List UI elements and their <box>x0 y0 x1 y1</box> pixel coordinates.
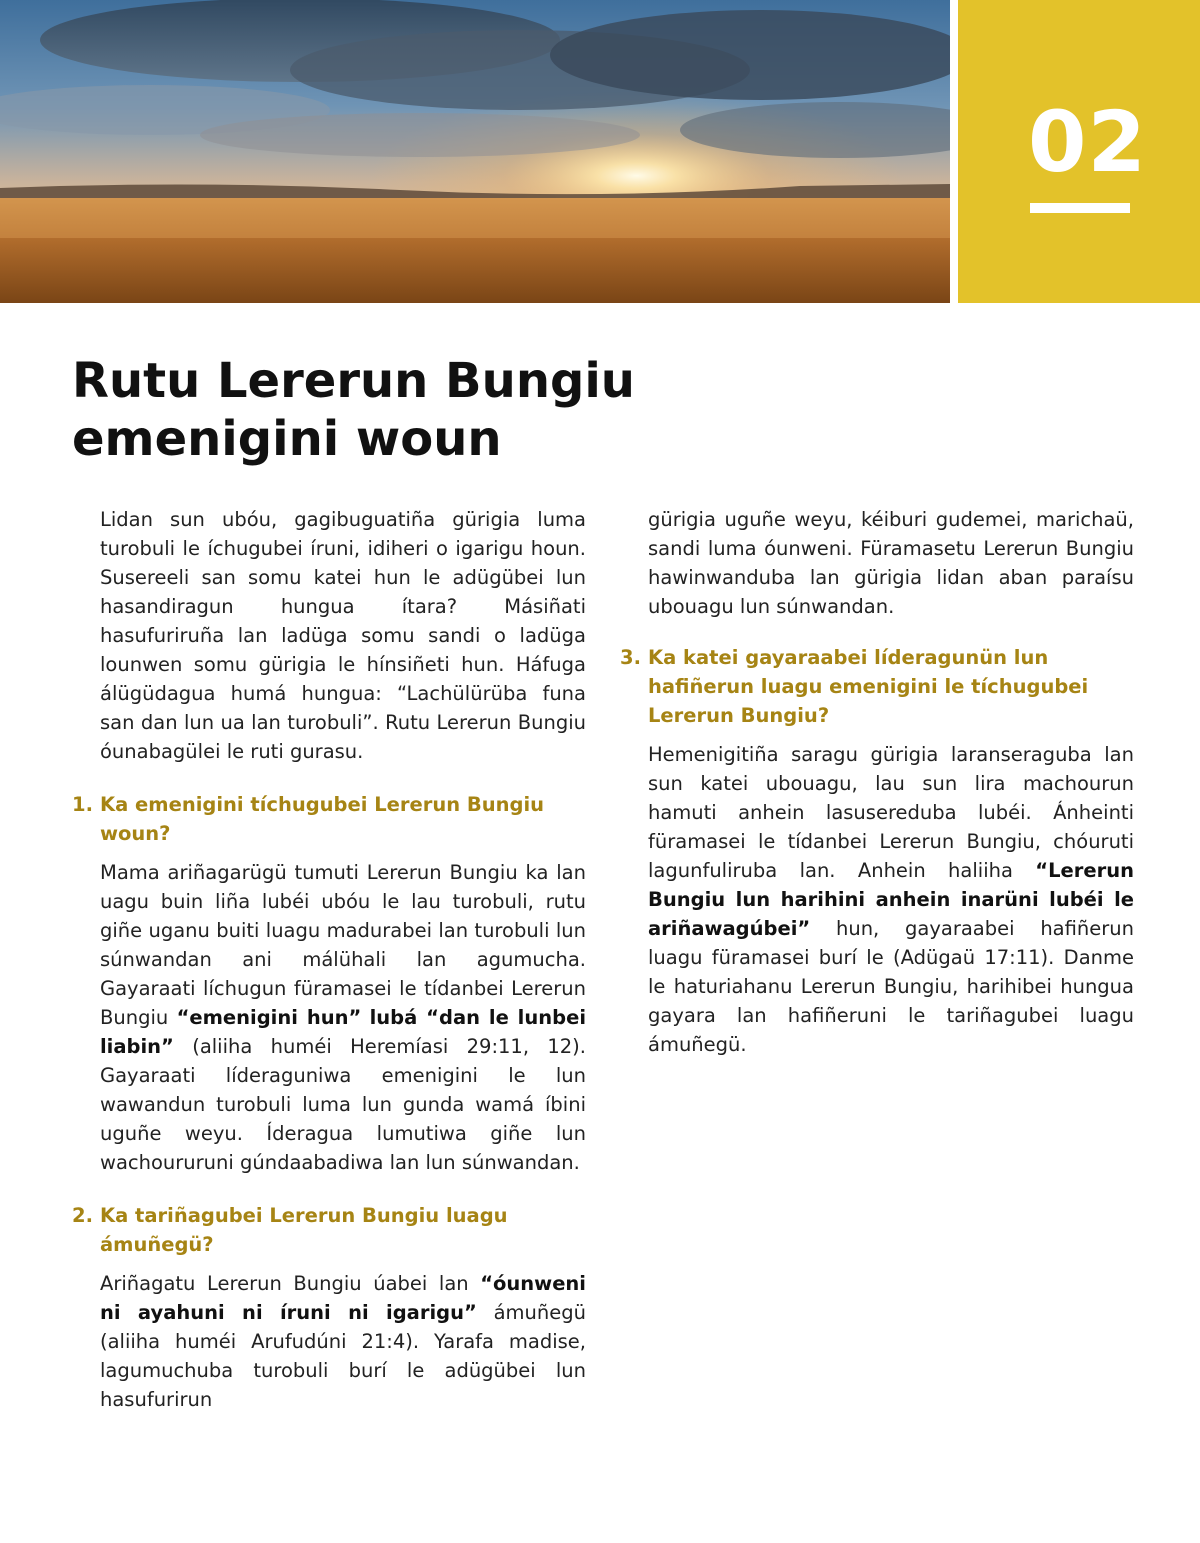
text-run: ámuñegü (aliiha huméi Arufudúni 21:4). Yarafa madise, lagumuchuba turobuli burí le adügübei lun hasufurirun <box>100 1301 586 1411</box>
text-run: hun, gayaraabei hafiñerun luagu füramasei burí le (Adügaü 17:11). Danme le haturiahanu Lererun Bungiu, harihibei hungua gayara lan hafiñeruni le tariñagubei luagu ámuñegü. <box>648 917 1134 1056</box>
section-2-paragraph <box>100 1269 586 1414</box>
right-column <box>620 505 1134 1059</box>
text-run: Mama ariñagarügü tumuti Lererun Bungiu ka lan uagu buin liña lubéi ubóu le lau turobuli, rutu giñe uganu buiti luagu madurabei lan turobuli lun súnwandan ani málühali lan agumucha. Gayaraati líchugun füramasei le tídanbei Lererun Bungiu <box>100 861 586 1029</box>
hero-photo <box>0 0 950 303</box>
chapter-badge <box>958 0 1200 303</box>
text-run: Hemenigitiña saragu gürigia laranseraguba lan sun katei ubouagu, lau sun lira machourun hamuti anhein lasusereduba lubéi. Ánheinti füramasei le tídanbei Lererun Bungiu, chóuruti lagunfuliruba lan. Anhein haliiha <box>648 743 1134 882</box>
bold-quote: “emenigini hun” <box>176 1006 362 1029</box>
section-2-heading <box>72 1201 586 1259</box>
section-2-paragraph-continued: gürigia uguñe weyu, kéiburi gudemei, marichaü, sandi luma óunweni. Füramasetu Lererun Bungiu hawinwanduba lan gürigia lidan aban paraísu ubouagu lun súnwandan. <box>648 508 1134 618</box>
bold-quote: lubá “dan le lunbei liabin” <box>100 1006 586 1058</box>
title-line-1: Rutu Lererun Bungiu <box>72 353 635 409</box>
section-2-number: 2. <box>72 1204 93 1227</box>
section-3-number: 3. <box>620 646 641 669</box>
section-3-title: Ka katei gayaraabei líderagunün lun hafiñerun luagu emenigini le tíchugubei Lererun Bungiu? <box>648 646 1089 727</box>
section-3-heading <box>620 643 1134 730</box>
chapter-underline <box>1030 203 1130 213</box>
bold-quote: “óunweni ni ayahuni ni íruni ni igarigu” <box>100 1272 586 1324</box>
section-1-paragraph <box>100 858 586 1177</box>
section-2-title: Ka tariñagubei Lererun Bungiu luagu ámuñegü? <box>100 1204 508 1256</box>
section-3-paragraph <box>648 740 1134 1059</box>
section-1-title: Ka emenigini tíchugubei Lererun Bungiu woun? <box>100 793 545 845</box>
chapter-number: 02 <box>1028 93 1147 191</box>
section-1-number: 1. <box>72 793 93 816</box>
page-title <box>72 352 672 468</box>
bold-quote: “Lererun Bungiu lun harihini anhein inarüni lubéi le ariñawagúbei” <box>648 859 1134 940</box>
intro-paragraph: Lidan sun ubóu, gagibuguatiña gürigia luma turobuli le íchugubei íruni, idiheri o igarigu houn. Susereeli san somu katei hun le adügübei lun hasandiragun hungua ítara? Másiñati hasufuriruña lan ladüga somu sandi o ladüga lounwen somu gürigia le hínsiñeti hun. Háfuga álügüdagua humá hungua: “Lachülürüba funa san dan lun ua lan turobuli”. Rutu Lererun Bungiu óunabagülei le ruti gurasu. <box>100 508 586 763</box>
text-run <box>361 1006 369 1029</box>
text-run: (aliiha huméi Heremíasi 29:11, 12). Gayaraati líderaguniwa emenigini le lun wawandun turobuli luma lun gunda wamá íbini uguñe weyu. Íderagua lumutiwa giñe lun wachoururuni gúndaabadiwa lan lun súnwandan. <box>100 1035 586 1174</box>
text-run: Ariñagatu Lererun Bungiu úabei lan <box>100 1272 481 1295</box>
section-1-heading <box>72 790 586 848</box>
left-column <box>72 505 586 1414</box>
wheat-field-sunset-image <box>0 0 950 303</box>
title-line-2: emenigini woun <box>72 411 502 467</box>
